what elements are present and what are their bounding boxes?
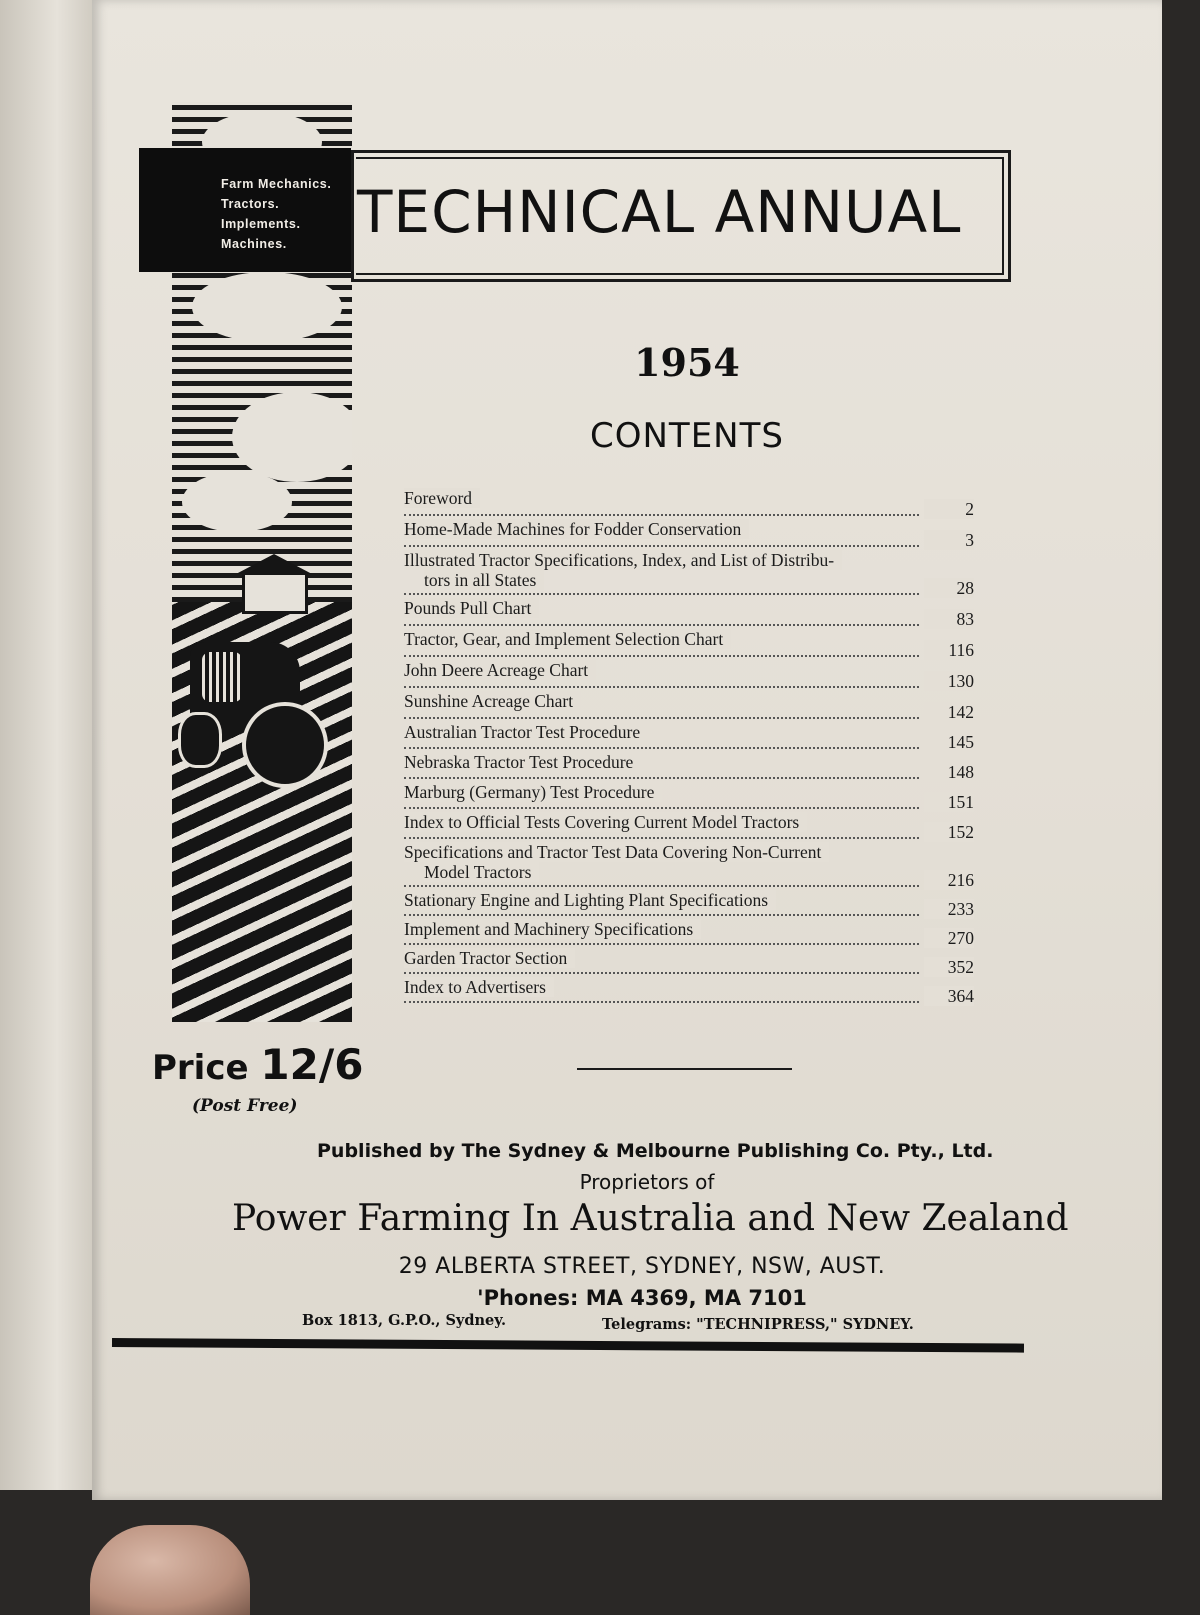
price-amount: 12/6 [260,1040,364,1089]
subject-box [139,148,351,272]
toc-page: 233 [924,899,974,919]
toc-entry [404,977,974,1006]
toc-page: 3 [924,530,974,550]
toc-entry [404,660,974,691]
thumb [90,1525,250,1615]
price-label: Price [152,1048,249,1088]
toc-page: 28 [924,578,974,598]
toc-entry [404,488,974,519]
toc-entry [404,752,974,782]
toc-page: 216 [924,870,974,890]
toc-entry [404,598,974,629]
toc-entry [404,890,974,919]
address: 29 ALBERTA STREET, SYDNEY, NSW, AUST. [398,1254,886,1279]
po-box: Box 1813, G.P.O., Sydney. [302,1312,507,1329]
toc-entry [404,812,974,842]
subject-line: Farm Mechanics. [221,177,332,191]
toc-title: Specifications and Tractor Test Data Covering Non-Current [404,842,829,862]
phones: 'Phones: MA 4369, MA 7101 [477,1286,807,1310]
toc-page: 364 [924,986,974,1006]
telegrams: Telegrams: "TECHNIPRESS," SYDNEY. [602,1316,914,1333]
toc-entry [404,842,974,890]
toc-title: Home-Made Machines for Fodder Conservation [404,519,749,539]
divider [577,1068,792,1070]
toc-title: John Deere Acreage Chart [404,660,596,680]
toc-page: 116 [924,640,974,660]
price [152,1040,363,1089]
magazine-name: Power Farming In Australia and New Zealand [232,1198,1069,1239]
toc-title: Index to Official Tests Covering Current Model Tractors [404,812,807,832]
toc-entry [404,550,974,598]
publisher-line: Published by The Sydney & Melbourne Publishing Co. Pty., Ltd. [317,1140,994,1162]
proprietors-line: Proprietors of [579,1170,715,1194]
toc-title: Implement and Machinery Specifications [404,919,701,939]
toc-page: 270 [924,928,974,948]
toc-title: Stationary Engine and Lighting Plant Specifications [404,890,776,910]
toc-entry [404,519,974,550]
toc-page: 152 [924,822,974,842]
toc-title: Pounds Pull Chart [404,598,539,618]
toc-entry [404,722,974,752]
subject-line: Implements. [221,217,301,231]
contents-heading: CONTENTS [590,416,784,456]
toc-page: 83 [924,609,974,629]
book-spine-edge [0,0,95,1490]
toc-entry [404,691,974,722]
toc-page: 151 [924,792,974,812]
toc-page: 145 [924,732,974,752]
toc-entry [404,948,974,977]
toc-page: 352 [924,957,974,977]
page-title: TECHNICAL ANNUAL [357,178,962,246]
toc-page: 2 [924,499,974,519]
subject-line: Tractors. [221,197,280,211]
toc-entry [404,782,974,812]
subject-line: Machines. [221,237,287,251]
toc-title: Australian Tractor Test Procedure [404,722,648,742]
toc-title: Garden Tractor Section [404,948,575,968]
toc-title: Index to Advertisers [404,977,554,997]
table-of-contents [404,488,974,1006]
year: 1954 [634,340,740,385]
toc-title: Sunshine Acreage Chart [404,691,581,711]
price-note: (Post Free) [192,1096,298,1116]
toc-page: 142 [924,702,974,722]
toc-title: Marburg (Germany) Test Procedure [404,782,662,802]
toc-title-cont: Model Tractors [424,862,539,882]
toc-title: Tractor, Gear, and Implement Selection Chart [404,629,731,649]
toc-page: 148 [924,762,974,782]
toc-entry [404,919,974,948]
toc-entry [404,629,974,660]
toc-title-cont: tors in all States [424,570,544,590]
page [92,0,1162,1500]
toc-title: Nebraska Tractor Test Procedure [404,752,641,772]
toc-page: 130 [924,671,974,691]
toc-title: Illustrated Tractor Specifications, Index, and List of Distribu- [404,550,842,570]
bottom-rule [112,1338,1024,1353]
toc-title: Foreword [404,488,480,508]
